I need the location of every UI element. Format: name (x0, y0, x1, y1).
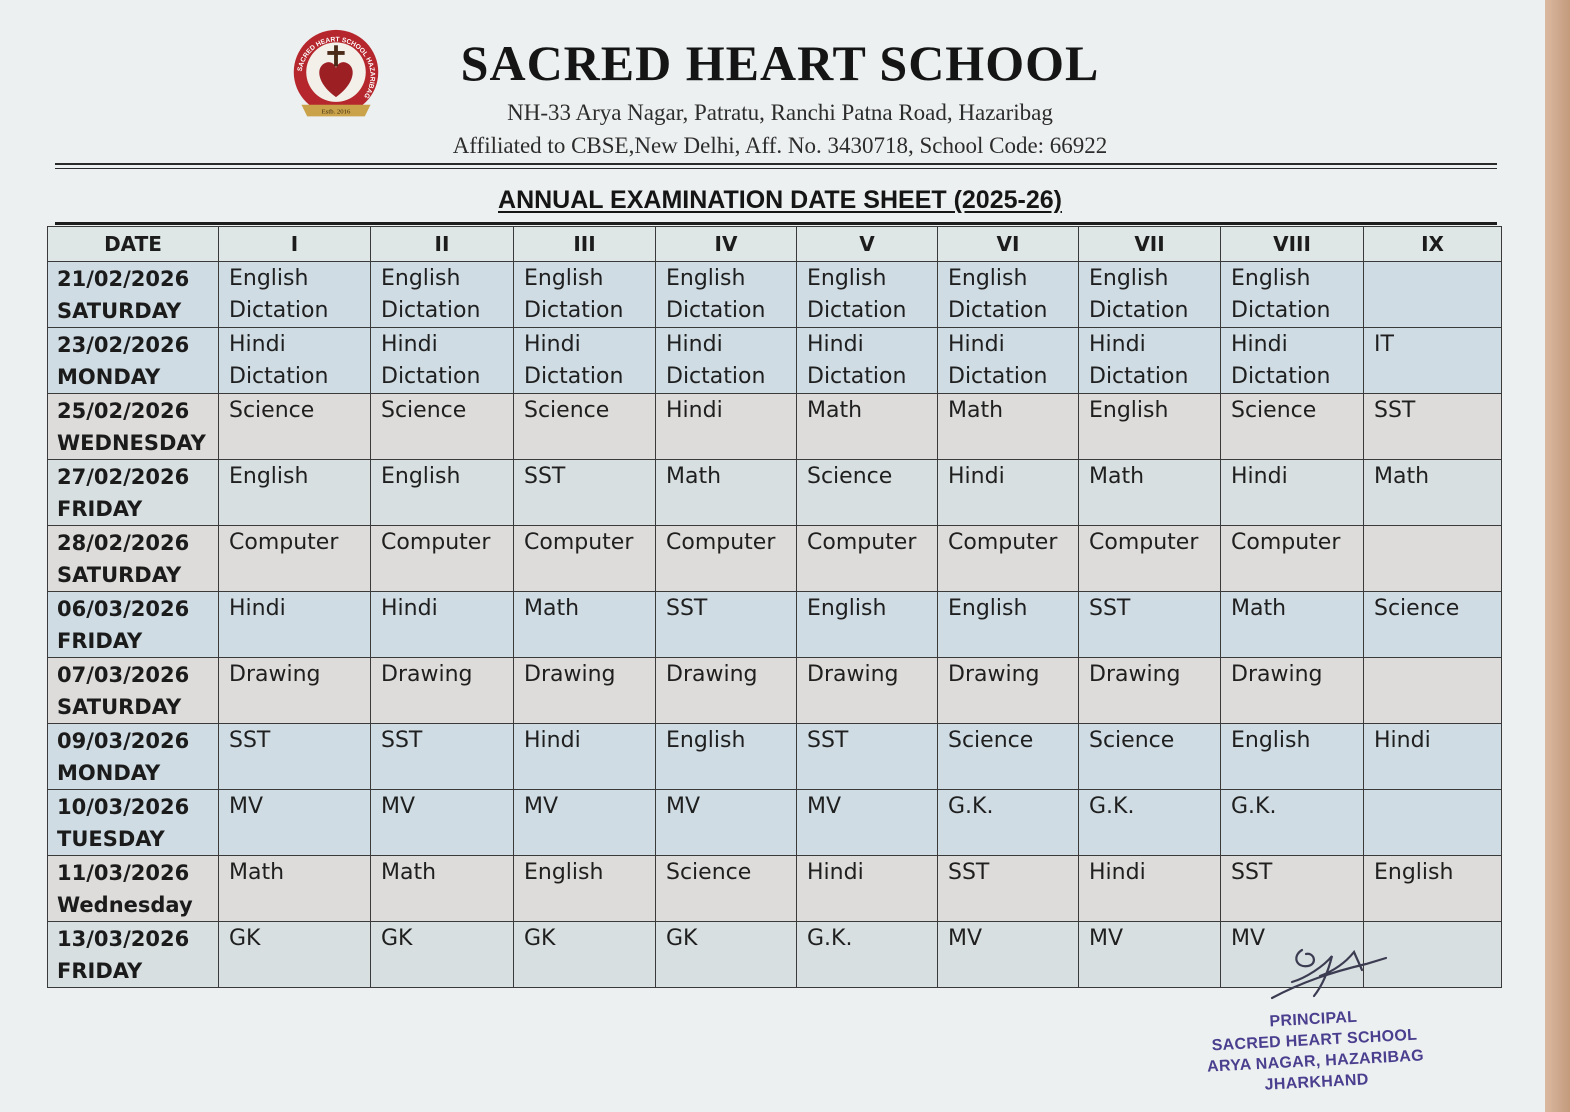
subject-cell (1364, 394, 1502, 460)
subject-cell (656, 592, 797, 658)
subject-text: English (1089, 398, 1169, 423)
subject-cell (1221, 460, 1364, 526)
subject-cell (797, 526, 938, 592)
subject-cell (797, 262, 938, 328)
title-rule (55, 222, 1497, 225)
subject-cell (938, 592, 1079, 658)
subject-text: English (1231, 266, 1311, 291)
subject-text: SST (807, 728, 849, 753)
subject-text: GK (524, 926, 556, 951)
subject-cell (219, 592, 371, 658)
subject-cell (656, 922, 797, 988)
subject-cell (514, 328, 656, 394)
subject-cell (1364, 526, 1502, 592)
school-affiliation: Affiliated to CBSE,New Delhi, Aff. No. 3430718, School Code: 66922 (452, 133, 1108, 158)
exam-date-table (47, 226, 1502, 988)
column-header-class: II (371, 227, 514, 262)
column-header-class: IX (1364, 227, 1502, 262)
subject-text: Math (948, 398, 1004, 423)
subject-text: Dictation (1089, 364, 1189, 389)
column-header-class: IV (656, 227, 797, 262)
subject-cell (656, 394, 797, 460)
subject-cell (1079, 394, 1221, 460)
subject-text: SST (948, 860, 990, 885)
subject-text: Hindi (807, 332, 864, 357)
subject-text: Dictation (948, 298, 1048, 323)
subject-cell (371, 856, 514, 922)
school-name: SACRED HEART SCHOOL (460, 35, 1100, 91)
exam-date: 25/02/2026 (57, 399, 190, 423)
subject-text: Science (666, 860, 752, 885)
subject-text: Hindi (524, 332, 581, 357)
exam-date: 07/03/2026 (57, 663, 190, 687)
subject-cell (1079, 328, 1221, 394)
date-sheet-title (300, 186, 1260, 215)
subject-text: English (524, 266, 604, 291)
table-row (48, 790, 1502, 856)
subject-cell (938, 724, 1079, 790)
subject-text: Drawing (1089, 662, 1181, 687)
subject-text: SST (524, 464, 566, 489)
subject-text: Hindi (1089, 860, 1146, 885)
subject-text: MV (381, 794, 416, 819)
table-row (48, 328, 1502, 394)
subject-cell (797, 592, 938, 658)
column-header-class: III (514, 227, 656, 262)
exam-date: 23/02/2026 (57, 333, 190, 357)
date-cell (48, 790, 219, 856)
subject-text: Drawing (807, 662, 899, 687)
subject-text: Hindi (381, 332, 438, 357)
date-sheet-title-text: ANNUAL EXAMINATION DATE SHEET (2025-26) (498, 186, 1062, 214)
date-cell (48, 328, 219, 394)
subject-text: Hindi (1374, 728, 1431, 753)
subject-cell (219, 394, 371, 460)
subject-text: MV (666, 794, 701, 819)
subject-text: Dictation (381, 298, 481, 323)
subject-cell (514, 262, 656, 328)
subject-cell (1221, 394, 1364, 460)
subject-text: Science (1374, 596, 1460, 621)
date-cell (48, 856, 219, 922)
subject-cell (1079, 658, 1221, 724)
subject-text: English (948, 596, 1028, 621)
table-row (48, 724, 1502, 790)
subject-text: IT (1374, 332, 1394, 357)
table-header-row (48, 227, 1502, 262)
table-row (48, 592, 1502, 658)
subject-text: Drawing (666, 662, 758, 687)
subject-cell (1079, 460, 1221, 526)
subject-text: Hindi (1089, 332, 1146, 357)
subject-cell (656, 790, 797, 856)
subject-text: Math (1374, 464, 1430, 489)
subject-text: G.K. (1231, 794, 1277, 819)
subject-cell (219, 790, 371, 856)
subject-text: English (948, 266, 1028, 291)
exam-date: 21/02/2026 (57, 267, 190, 291)
subject-cell (514, 790, 656, 856)
subject-cell (938, 460, 1079, 526)
date-cell (48, 592, 219, 658)
exam-day: FRIDAY (57, 497, 143, 521)
table-row (48, 526, 1502, 592)
subject-text: Drawing (948, 662, 1040, 687)
subject-text: English (666, 266, 746, 291)
exam-day: WEDNESDAY (57, 431, 206, 455)
subject-cell (371, 724, 514, 790)
subject-text: Dictation (1231, 298, 1331, 323)
subject-cell (1364, 856, 1502, 922)
date-cell (48, 724, 219, 790)
subject-cell (219, 856, 371, 922)
subject-text: Dictation (666, 364, 766, 389)
subject-cell (656, 856, 797, 922)
subject-cell (1079, 526, 1221, 592)
table-row (48, 658, 1502, 724)
subject-text: Dictation (229, 364, 329, 389)
stamp-line: JHARKHAND (1264, 1071, 1370, 1094)
subject-cell (219, 526, 371, 592)
subject-text: Dictation (524, 298, 624, 323)
subject-text: Computer (807, 530, 917, 555)
table-row (48, 262, 1502, 328)
subject-text: SST (666, 596, 708, 621)
subject-text: Hindi (666, 398, 723, 423)
subject-text: Math (1231, 596, 1287, 621)
subject-cell (514, 922, 656, 988)
exam-day: SATURDAY (57, 299, 182, 323)
subject-text: Science (948, 728, 1034, 753)
subject-cell (1079, 724, 1221, 790)
subject-cell (219, 724, 371, 790)
subject-cell (371, 658, 514, 724)
subject-text: GK (229, 926, 261, 951)
date-cell (48, 658, 219, 724)
subject-text: Computer (948, 530, 1058, 555)
header-rule-thin (55, 168, 1497, 169)
subject-cell (656, 526, 797, 592)
subject-cell (371, 262, 514, 328)
exam-date: 10/03/2026 (57, 795, 190, 819)
subject-cell (938, 394, 1079, 460)
subject-text: Computer (381, 530, 491, 555)
subject-cell (938, 658, 1079, 724)
principal-stamp (1183, 1002, 1447, 1099)
subject-cell (797, 394, 938, 460)
subject-text: English (666, 728, 746, 753)
subject-text: Math (524, 596, 580, 621)
subject-cell (938, 526, 1079, 592)
subject-cell (1364, 790, 1502, 856)
subject-text: MV (1089, 926, 1124, 951)
subject-cell (797, 724, 938, 790)
exam-day: Wednesday (57, 893, 193, 917)
date-cell (48, 526, 219, 592)
subject-text: Computer (1089, 530, 1199, 555)
school-address: NH-33 Arya Nagar, Patratu, Ranchi Patna Road, Hazaribag (507, 100, 1053, 125)
subject-cell (1079, 922, 1221, 988)
subject-cell (219, 328, 371, 394)
subject-text: GK (666, 926, 698, 951)
exam-day: MONDAY (57, 761, 161, 785)
subject-text: Dictation (666, 298, 766, 323)
subject-text: Math (807, 398, 863, 423)
subject-text: English (807, 596, 887, 621)
stamp-line: PRINCIPAL (1269, 1008, 1358, 1031)
subject-cell (938, 328, 1079, 394)
subject-text: Hindi (948, 464, 1005, 489)
subject-cell (371, 394, 514, 460)
table-row (48, 856, 1502, 922)
subject-cell (656, 328, 797, 394)
subject-cell (938, 790, 1079, 856)
subject-cell (371, 790, 514, 856)
exam-date: 28/02/2026 (57, 531, 190, 555)
subject-text: Drawing (1231, 662, 1323, 687)
subject-text: Science (807, 464, 893, 489)
subject-cell (1221, 790, 1364, 856)
exam-date: 11/03/2026 (57, 861, 190, 885)
subject-cell (1079, 592, 1221, 658)
subject-cell (797, 658, 938, 724)
date-cell (48, 460, 219, 526)
subject-cell (656, 262, 797, 328)
subject-text: English (381, 464, 461, 489)
subject-cell (514, 724, 656, 790)
date-cell (48, 394, 219, 460)
subject-cell (938, 856, 1079, 922)
stamp-line: ARYA NAGAR, HAZARIBAG (1206, 1047, 1425, 1076)
column-header-class: I (219, 227, 371, 262)
subject-text: Hindi (229, 596, 286, 621)
subject-cell (797, 328, 938, 394)
subject-cell (514, 658, 656, 724)
subject-text: Science (229, 398, 315, 423)
subject-text: Drawing (524, 662, 616, 687)
subject-cell (514, 394, 656, 460)
exam-day: FRIDAY (57, 629, 143, 653)
subject-cell (371, 592, 514, 658)
subject-cell (797, 856, 938, 922)
subject-text: Dictation (948, 364, 1048, 389)
table-row (48, 460, 1502, 526)
subject-text: SST (381, 728, 423, 753)
subject-text: Hindi (666, 332, 723, 357)
subject-cell (1221, 856, 1364, 922)
subject-text: Computer (524, 530, 634, 555)
subject-text: English (381, 266, 461, 291)
subject-cell (938, 262, 1079, 328)
subject-text: Hindi (1231, 332, 1288, 357)
subject-text: Drawing (381, 662, 473, 687)
subject-text: MV (1231, 926, 1266, 951)
subject-cell (797, 922, 938, 988)
subject-cell (371, 526, 514, 592)
subject-cell (1364, 262, 1502, 328)
subject-cell (797, 790, 938, 856)
subject-text: MV (229, 794, 264, 819)
subject-text: Computer (1231, 530, 1341, 555)
subject-cell (514, 460, 656, 526)
subject-text: MV (807, 794, 842, 819)
subject-text: Dictation (524, 364, 624, 389)
subject-text: G.K. (1089, 794, 1135, 819)
column-header-class: V (797, 227, 938, 262)
subject-text: G.K. (948, 794, 994, 819)
subject-text: English (229, 464, 309, 489)
subject-cell (219, 922, 371, 988)
subject-text: Math (381, 860, 437, 885)
subject-text: Math (229, 860, 285, 885)
subject-text: Science (524, 398, 610, 423)
subject-cell (1221, 592, 1364, 658)
subject-cell (371, 922, 514, 988)
header-rule (55, 163, 1497, 165)
logo-ring-text: SACRED HEART SCHOOL HAZARIBAG (296, 36, 376, 100)
subject-text: English (524, 860, 604, 885)
subject-cell (219, 460, 371, 526)
subject-text: Science (381, 398, 467, 423)
subject-cell (371, 460, 514, 526)
subject-cell (219, 262, 371, 328)
subject-text: SST (1374, 398, 1416, 423)
subject-cell (514, 526, 656, 592)
exam-date: 13/03/2026 (57, 927, 190, 951)
subject-text: English (1374, 860, 1454, 885)
subject-cell (1364, 592, 1502, 658)
subject-cell (1364, 460, 1502, 526)
subject-cell (1079, 856, 1221, 922)
subject-text: Dictation (1231, 364, 1331, 389)
table-row (48, 394, 1502, 460)
subject-cell (1364, 724, 1502, 790)
column-header-date: DATE (48, 227, 219, 262)
subject-cell (656, 724, 797, 790)
subject-text: MV (524, 794, 559, 819)
subject-text: English (229, 266, 309, 291)
subject-text: Dictation (807, 298, 907, 323)
subject-cell (1079, 790, 1221, 856)
subject-text: Hindi (948, 332, 1005, 357)
subject-text: English (1089, 266, 1169, 291)
subject-cell (1221, 526, 1364, 592)
column-header-class: VII (1079, 227, 1221, 262)
stamp-line: SACRED HEART SCHOOL (1211, 1026, 1418, 1055)
subject-cell (1079, 262, 1221, 328)
subject-cell (371, 328, 514, 394)
subject-cell (656, 658, 797, 724)
exam-day: SATURDAY (57, 563, 182, 587)
logo-banner-text: Estb. 2016 (321, 108, 351, 116)
subject-text: Science (1089, 728, 1175, 753)
exam-date: 27/02/2026 (57, 465, 190, 489)
principal-signature (1262, 942, 1392, 1004)
subject-text: Hindi (807, 860, 864, 885)
column-header-class: VIII (1221, 227, 1364, 262)
subject-text: Science (1231, 398, 1317, 423)
subject-cell (1221, 262, 1364, 328)
subject-text: Computer (229, 530, 339, 555)
exam-day: MONDAY (57, 365, 161, 389)
subject-text: SST (1231, 860, 1273, 885)
subject-text: Hindi (524, 728, 581, 753)
exam-day: SATURDAY (57, 695, 182, 719)
subject-text: Hindi (229, 332, 286, 357)
exam-date: 09/03/2026 (57, 729, 190, 753)
subject-text: SST (1089, 596, 1131, 621)
subject-cell (1221, 724, 1364, 790)
subject-text: Hindi (1231, 464, 1288, 489)
subject-text: SST (229, 728, 271, 753)
subject-text: Dictation (381, 364, 481, 389)
subject-text: Dictation (229, 298, 329, 323)
exam-date: 06/03/2026 (57, 597, 190, 621)
subject-text: MV (948, 926, 983, 951)
column-header-class: VI (938, 227, 1079, 262)
subject-cell (938, 922, 1079, 988)
subject-cell (656, 460, 797, 526)
subject-text: English (1231, 728, 1311, 753)
subject-text: Math (666, 464, 722, 489)
subject-cell (514, 856, 656, 922)
subject-cell (514, 592, 656, 658)
exam-day: TUESDAY (57, 827, 165, 851)
subject-text: Drawing (229, 662, 321, 687)
date-cell (48, 262, 219, 328)
date-cell (48, 922, 219, 988)
subject-text: Dictation (807, 364, 907, 389)
subject-text: Dictation (1089, 298, 1189, 323)
subject-cell (1221, 328, 1364, 394)
subject-text: English (807, 266, 887, 291)
subject-text: GK (381, 926, 413, 951)
subject-cell (1364, 328, 1502, 394)
subject-cell (1221, 658, 1364, 724)
subject-text: Math (1089, 464, 1145, 489)
subject-cell (1364, 658, 1502, 724)
subject-text: Hindi (381, 596, 438, 621)
subject-cell (797, 460, 938, 526)
subject-text: Computer (666, 530, 776, 555)
subject-text: G.K. (807, 926, 853, 951)
subject-cell (219, 658, 371, 724)
exam-day: FRIDAY (57, 959, 143, 983)
